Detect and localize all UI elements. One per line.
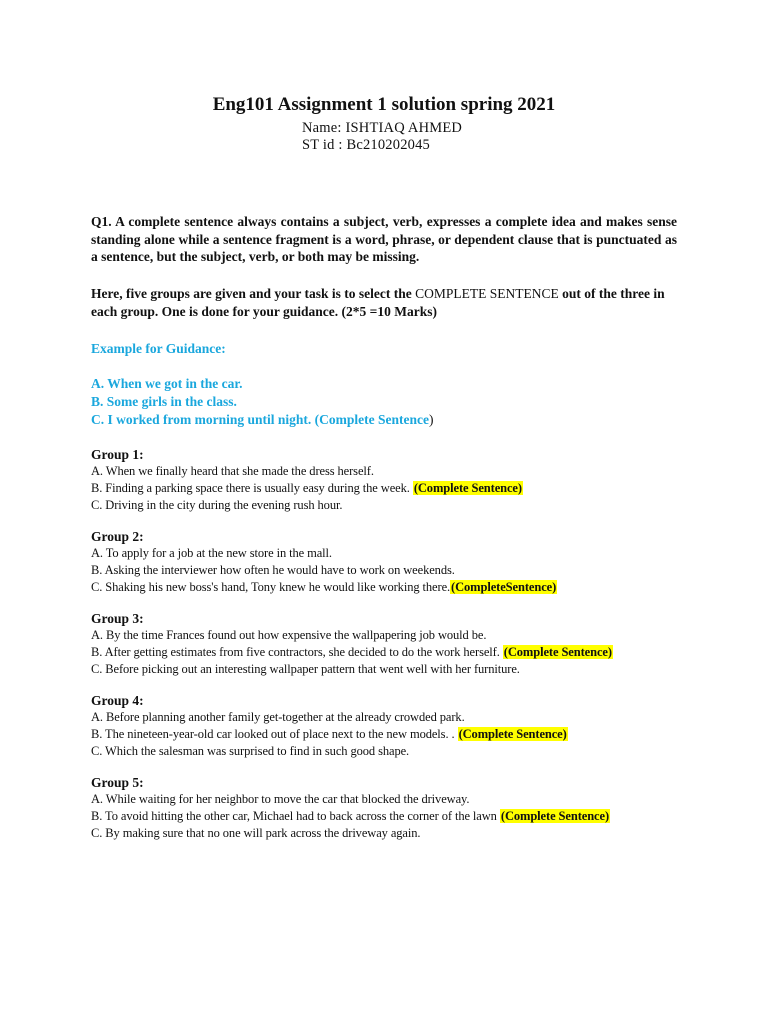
group-5 [91, 774, 691, 842]
option-text: B. Asking the interviewer how often he would have to work on weekends. [91, 563, 455, 577]
group-option [91, 661, 691, 678]
complete-sentence-tag: (Complete Sentence) [500, 809, 610, 823]
group-title: Group 2: [91, 529, 144, 544]
option-text: C. Shaking his new boss's hand, Tony knew he would like working there. [91, 580, 451, 594]
group-title: Group 5: [91, 775, 144, 790]
instructions-caps: COMPLETE SENTENCE [415, 286, 559, 301]
group-option [91, 480, 691, 497]
example-heading: Example for Guidance: [91, 341, 226, 356]
group-option [91, 562, 691, 579]
option-text: B. The nineteen-year-old car looked out of place next to the new models. . [91, 727, 455, 741]
option-text: B. Finding a parking space there is usually easy during the week. [91, 481, 410, 495]
group-option [91, 709, 691, 726]
example-option-c-text: C. I worked from morning until night. (Complete Sentence [91, 412, 429, 427]
student-name: Name: ISHTIAQ AHMED [302, 120, 463, 136]
group-title: Group 3: [91, 611, 144, 626]
option-text: C. Driving in the city during the evening rush hour. [91, 498, 343, 512]
group-option [91, 644, 691, 661]
example-option-c [91, 411, 434, 429]
option-text: A. Before planning another family get-together at the already crowded park. [91, 710, 465, 724]
document-title: Eng101 Assignment 1 solution spring 2021 [212, 94, 556, 115]
question-1-text: Q1. A complete sentence always contains a subject, verb, expresses a complete idea and makes sense standing alone while a sentence fragment is a word, phrase, or dependent clause that is punctuated as a sentence, but the subject, verb, or both may be missing. [91, 214, 677, 264]
option-text: B. To avoid hitting the other car, Michael had to back across the corner of the lawn [91, 809, 497, 823]
group-option [91, 463, 691, 480]
group-option [91, 497, 691, 514]
instructions-after: out of the three in each group. One is done for your guidance. (2*5 =10 Marks) [91, 286, 665, 319]
example-closing-paren: ) [429, 412, 434, 427]
option-text: C. Which the salesman was surprised to find in such good shape. [91, 744, 410, 758]
group-option [91, 791, 691, 808]
group-option [91, 627, 691, 644]
option-text: A. While waiting for her neighbor to move the car that blocked the driveway. [91, 792, 470, 806]
option-text: C. Before picking out an interesting wallpaper pattern that went well with her furniture. [91, 662, 520, 676]
complete-sentence-tag: (Complete Sentence) [413, 481, 522, 495]
group-1 [91, 446, 691, 514]
complete-sentence-tag: (Complete Sentence) [503, 645, 612, 659]
option-text: A. When we finally heard that she made the dress herself. [91, 464, 374, 478]
example-option-b: B. Some girls in the class. [91, 394, 237, 409]
group-3 [91, 610, 691, 678]
group-option [91, 545, 691, 562]
option-text: A. To apply for a job at the new store in the mall. [91, 546, 332, 560]
student-id: ST id : Bc210202045 [302, 137, 430, 153]
option-text: C. By making sure that no one will park across the driveway again. [91, 826, 421, 840]
instructions [91, 285, 681, 320]
group-option [91, 726, 691, 743]
instructions-before: Here, five groups are given and your task is to select the [91, 286, 412, 301]
option-text: B. After getting estimates from five contractors, she decided to do the work herself. [91, 645, 500, 659]
group-option [91, 808, 691, 825]
group-title: Group 1: [91, 447, 144, 462]
example-options [91, 375, 434, 429]
group-2 [91, 528, 691, 596]
option-text: A. By the time Frances found out how expensive the wallpapering job would be. [91, 628, 487, 642]
group-option [91, 743, 691, 760]
complete-sentence-tag: (CompleteSentence) [451, 580, 557, 594]
complete-sentence-tag: (Complete Sentence) [458, 727, 567, 741]
group-title: Group 4: [91, 693, 144, 708]
group-option [91, 825, 691, 842]
group-option [91, 579, 691, 596]
group-4 [91, 692, 691, 760]
example-option-a: A. When we got in the car. [91, 376, 243, 391]
